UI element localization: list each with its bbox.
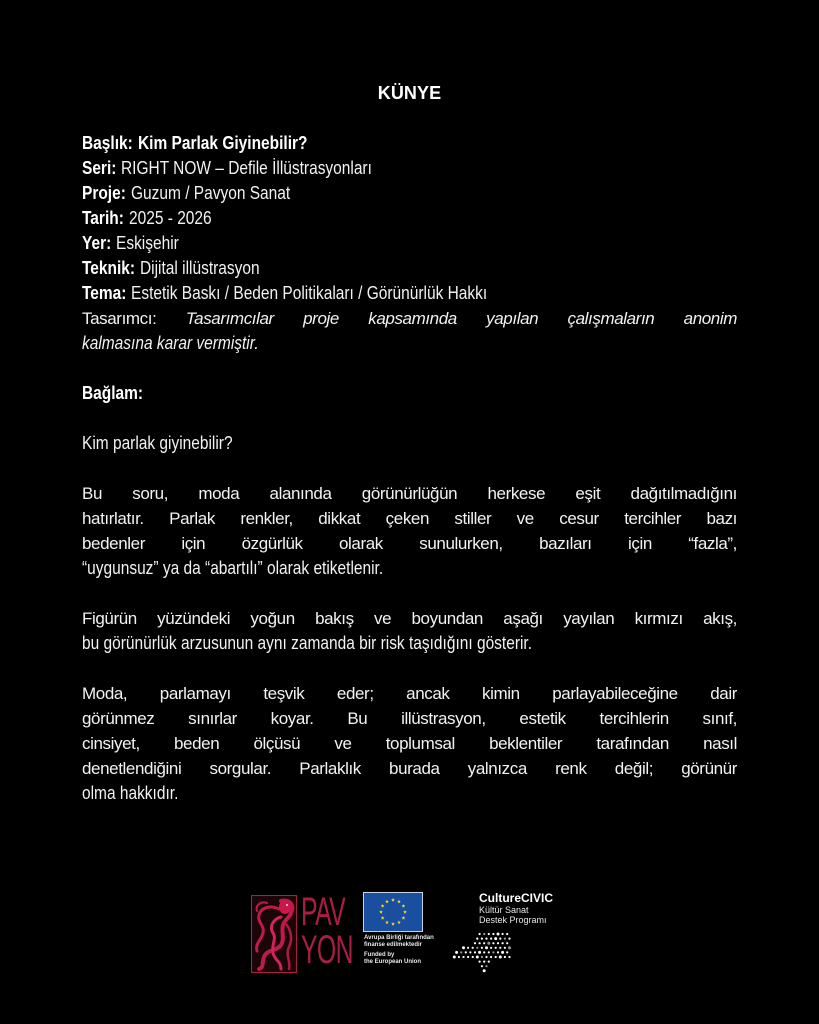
arrow-dot (490, 938, 492, 940)
arrow-dot (476, 938, 478, 940)
arrow-dot (508, 938, 510, 940)
arrow-dot (506, 942, 508, 944)
paragraph-line (82, 631, 737, 656)
spacer (82, 581, 737, 606)
arrow-dot (467, 956, 469, 958)
credit-tema (82, 281, 737, 306)
arrow-dot (476, 947, 478, 949)
arrow-dot (488, 961, 490, 963)
arrow-dot (501, 951, 504, 954)
credit-label: Teknik: (82, 258, 136, 278)
arrow-dot (502, 933, 504, 935)
arrow-dot (481, 938, 483, 940)
arrow-dot (483, 961, 485, 963)
arrow-dot (483, 969, 486, 972)
arrow-dot (508, 956, 510, 958)
arrow-dot (485, 965, 487, 967)
arrow-dot (490, 956, 492, 958)
eu-funding-logo (363, 892, 443, 978)
paragraph-line (82, 781, 737, 806)
pavyon-wordmark-line2: YON (301, 928, 353, 972)
arrow-dot (502, 942, 504, 944)
arrow-dot (495, 947, 497, 949)
arrow-dot (492, 933, 494, 935)
credit-tarih (82, 206, 737, 231)
arrow-dot (479, 933, 481, 935)
arrow-dot (492, 951, 494, 953)
arrow-dot (479, 961, 481, 963)
pavyon-logo (251, 890, 353, 975)
arrow-dot (472, 947, 474, 949)
credit-value: Kim Parlak Giyinebilir? (137, 133, 308, 153)
culturecivic-brand: CultureCIVIC (479, 891, 554, 905)
arrow-dot (462, 956, 464, 958)
arrow-dot (488, 951, 490, 953)
arrow-dot (504, 947, 506, 949)
credit-label: Yer: (82, 233, 112, 253)
arrow-dot (504, 938, 506, 940)
paragraph-line: denetlendiğini sorgular. Parlaklık burada yalnızca renk değil; görünür (82, 759, 737, 778)
arrow-dot (474, 942, 476, 944)
arrow-dot (490, 947, 492, 949)
credit-value: RIGHT NOW – Defile İllüstrasyonları (121, 158, 373, 178)
culturecivic-sub-2: Destek Programı (479, 915, 547, 925)
arrow-dot (483, 942, 485, 944)
arrow-dot (474, 951, 476, 953)
paragraph-2 (82, 606, 737, 656)
eu-text-en-1: Funded by (364, 952, 395, 958)
page-title: KÜNYE (377, 83, 442, 103)
credit-label: Tema: (82, 283, 127, 303)
credits-text (82, 131, 737, 806)
spacer (82, 406, 737, 431)
arrow-dot (492, 942, 494, 944)
arrow-dot (469, 951, 471, 953)
arrow-dot (462, 946, 465, 949)
arrow-dot (485, 938, 487, 940)
arrow-dot (481, 956, 483, 958)
credit-baslik (82, 131, 737, 156)
arrow-dot (465, 951, 467, 953)
credit-label: Tasarımcı: (82, 309, 157, 328)
arrow-dot (483, 933, 485, 935)
paragraph-1 (82, 481, 737, 581)
paragraph-3 (82, 681, 737, 806)
eu-text-tr-1: Avrupa Birliği tarafından (364, 935, 434, 941)
context-question: Kim parlak giyinebilir? (82, 433, 233, 453)
paragraph-line: hatırlatır. Parlak renkler, dikkat çeken stiller ve cesur tercihler bazı (82, 509, 737, 528)
arrow-dot (483, 951, 485, 953)
credit-label: Proje: (82, 183, 126, 203)
paragraph-line: Bu soru, moda alanında görünürlüğün herkese eşit dağıtılmadığını (82, 484, 737, 503)
arrow-dot (476, 956, 479, 959)
arrow-dot (499, 938, 501, 940)
credit-label: Seri: (82, 158, 117, 178)
spacer (82, 456, 737, 481)
context-heading: Bağlam: (82, 383, 144, 403)
culturecivic-sub-1: Kültür Sanat (479, 905, 529, 915)
arrow-dot (455, 951, 458, 954)
paragraph-line: görünmez sınırlar koyar. Bu illüstrasyon, estetik tercihlerin sınıf, (82, 709, 737, 728)
arrow-dot (458, 956, 460, 958)
eu-funding-text (364, 935, 454, 966)
credit-value: 2025 - 2026 (128, 208, 212, 228)
arrow-dot (504, 956, 506, 958)
paragraph-line-text: olma hakkıdır. (82, 783, 179, 803)
arrow-dot (506, 933, 508, 935)
spacer (82, 356, 737, 381)
paragraph-line-text: bu görünürlük arzusunun aynı zamanda bir risk taşıdığını gösterir. (82, 633, 533, 653)
credit-seri (82, 156, 737, 181)
arrow-dot (494, 937, 497, 940)
arrow-dot (497, 942, 499, 944)
credit-proje (82, 181, 737, 206)
eu-flag-icon (363, 892, 423, 932)
paragraph-line: bedenler için özgürlük olarak sunulurken, bazıları için “fazla”, (82, 534, 737, 553)
context-heading-line (82, 381, 737, 406)
pavyon-wordmark-line1: PAV (301, 890, 346, 934)
arrow-dot (472, 956, 474, 958)
arrow-dot (478, 951, 481, 954)
arrow-dot (488, 933, 490, 935)
arrow-dot (453, 956, 456, 959)
arrow-dot (479, 942, 481, 944)
paragraph-line (82, 556, 737, 581)
arrow-dot (497, 951, 499, 953)
spacer (82, 656, 737, 681)
credit-value: Eskişehir (116, 233, 180, 253)
credit-value: Dijital illüstrasyon (140, 258, 260, 278)
arrow-dot (485, 946, 488, 949)
arrow-dot (460, 951, 462, 953)
arrow-dot (508, 946, 511, 949)
paragraph-line: Moda, parlamayı teşvik eder; ancak kimin parlayabileceğine dair (82, 684, 737, 703)
arrow-dot (499, 956, 502, 959)
eu-text-en-2: the European Union (364, 959, 421, 965)
credit-teknik (82, 256, 737, 281)
sponsor-logos (0, 885, 819, 1005)
paragraph-line-text: “uygunsuz” ya da “abartılı” olarak etiketlenir. (82, 558, 384, 578)
credit-value: Estetik Baskı / Beden Politikaları / Görünürlük Hakkı (131, 283, 488, 303)
arrow-dot (495, 956, 497, 958)
paragraph-line: cinsiyet, beden ölçüsü ve toplumsal beklentiler tarafından nasıl (82, 734, 737, 753)
eu-text-tr-2: finanse edilmektedir (364, 942, 423, 948)
credit-value: Guzum / Pavyon Sanat (130, 183, 291, 203)
arrow-dot (481, 965, 483, 967)
arrow-dot (497, 933, 500, 936)
arrow-dot (487, 942, 490, 945)
arrow-dot (481, 947, 483, 949)
culturecivic-logo (450, 892, 580, 1002)
paragraph-line: Figürün yüzündeki yoğun bakış ve boyundan aşağı yayılan kırmızı akış, (82, 609, 737, 628)
arrow-dot (467, 947, 469, 949)
culturecivic-subtitle (479, 905, 547, 925)
credit-value-continued: kalmasına karar vermiştir. (82, 333, 259, 353)
credit-label: Tarih: (82, 208, 124, 228)
context-question-line (82, 431, 737, 456)
octopus-icon (251, 895, 297, 973)
credit-tasarimci-cont (82, 331, 737, 356)
arrow-dot (499, 947, 501, 949)
credit-value: Tasarımcılar proje kapsamında yapılan çalışmaların anonim (185, 309, 737, 328)
credit-tasarimci (82, 306, 737, 331)
arrow-dot (485, 956, 487, 958)
pavyon-wordmark (301, 890, 353, 972)
credit-yer (82, 231, 737, 256)
arrow-dot (506, 951, 508, 953)
dot-arrow-icon (450, 932, 514, 994)
credit-label: Başlık: (82, 133, 133, 153)
